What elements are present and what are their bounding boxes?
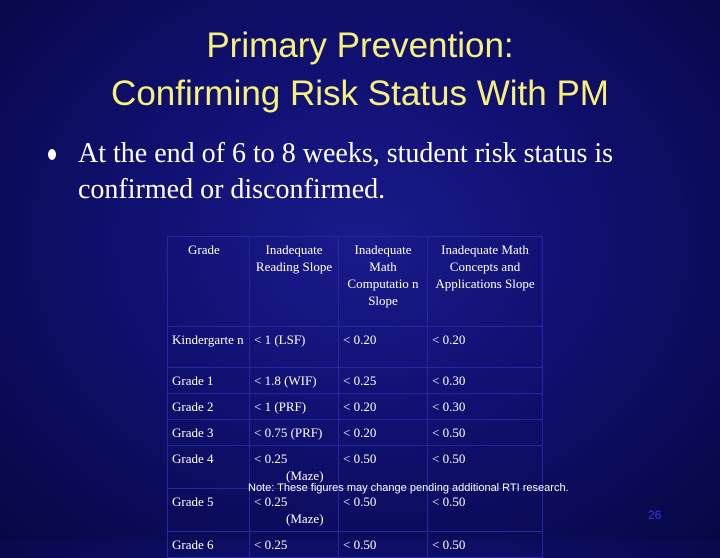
concepts-cell: < 0.20 bbox=[428, 327, 543, 368]
table-header-row bbox=[168, 237, 543, 327]
computation-cell: < 0.20 bbox=[339, 327, 428, 368]
computation-cell: < 0.20 bbox=[339, 420, 428, 446]
computation-cell: < 0.50 bbox=[339, 532, 428, 558]
risk-slope-table bbox=[167, 236, 543, 558]
grade-cell: Grade 4 bbox=[168, 446, 250, 489]
table-row bbox=[168, 394, 543, 420]
footnote: Note: These figures may change pending additional RTI research. bbox=[248, 482, 569, 494]
page-number: 26 bbox=[648, 508, 662, 522]
slide-title-line-2: Confirming Risk Status With PM bbox=[111, 74, 609, 113]
header-math-concepts-slope: Inadequate Math Concepts and Applications Slope bbox=[428, 237, 543, 327]
reading-cell: < 1 (PRF) bbox=[250, 394, 339, 420]
slide-title bbox=[0, 22, 720, 118]
grade-cell: Grade 2 bbox=[168, 394, 250, 420]
table-row bbox=[168, 532, 543, 558]
computation-cell: < 0.50 bbox=[339, 446, 428, 489]
slide-title-line-1: Primary Prevention: bbox=[206, 26, 514, 65]
header-math-computation-slope: Inadequate Math Computatio n Slope bbox=[339, 237, 428, 327]
grade-cell: Grade 3 bbox=[168, 420, 250, 446]
table-row bbox=[168, 327, 543, 368]
concepts-cell: < 0.50 bbox=[428, 446, 543, 489]
grade-cell: Grade 5 bbox=[168, 489, 250, 532]
grade-cell: Kindergarte n bbox=[168, 327, 250, 368]
computation-cell: < 0.25 bbox=[339, 368, 428, 394]
reading-cell: < 0.25 bbox=[250, 532, 339, 558]
maze-label: (Maze) bbox=[286, 511, 324, 526]
table-row bbox=[168, 368, 543, 394]
maze-label: (Maze) bbox=[286, 468, 324, 483]
computation-cell: < 0.50 bbox=[339, 489, 428, 532]
concepts-cell: < 0.30 bbox=[428, 394, 543, 420]
bullet-text: At the end of 6 to 8 weeks, student risk status is confirmed or disconfirmed. bbox=[78, 138, 614, 205]
reading-value: < 0.25 bbox=[254, 451, 288, 466]
computation-cell: < 0.20 bbox=[339, 394, 428, 420]
reading-cell: < 0.75 (PRF) bbox=[250, 420, 339, 446]
reading-value: < 0.25 bbox=[254, 494, 288, 509]
concepts-cell: < 0.30 bbox=[428, 368, 543, 394]
grade-cell: Grade 6 bbox=[168, 532, 250, 558]
grade-cell: Grade 1 bbox=[168, 368, 250, 394]
header-grade: Grade bbox=[168, 237, 250, 327]
concepts-cell: < 0.50 bbox=[428, 532, 543, 558]
header-reading-slope: Inadequate Reading Slope bbox=[250, 237, 339, 327]
reading-cell: < 1.8 (WIF) bbox=[250, 368, 339, 394]
bullet-dot-icon bbox=[48, 149, 56, 160]
concepts-cell: < 0.50 bbox=[428, 420, 543, 446]
reading-cell: < 1 (LSF) bbox=[250, 327, 339, 368]
concepts-cell: < 0.50 bbox=[428, 489, 543, 532]
table-row bbox=[168, 420, 543, 446]
